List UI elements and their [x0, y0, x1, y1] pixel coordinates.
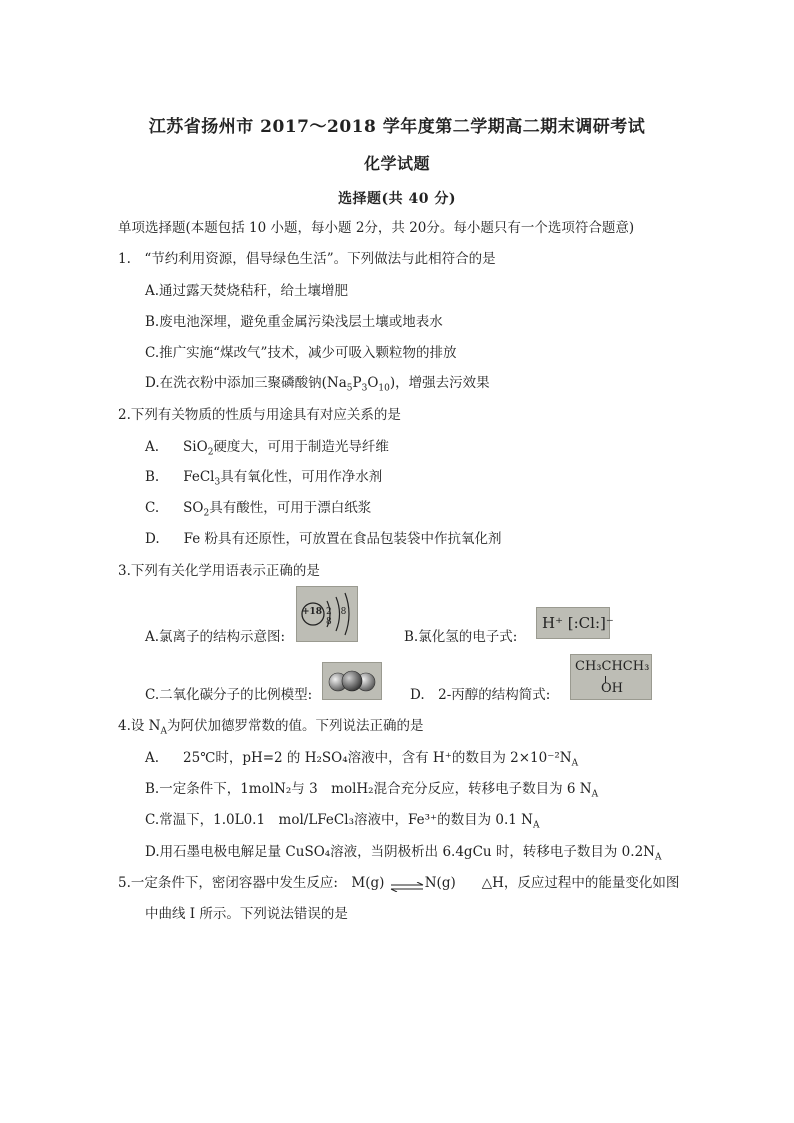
equilibrium-arrow-icon: [389, 879, 425, 889]
q3-option-b: B.氯化氢的电子式:: [404, 629, 518, 645]
q4-stem: 4.设 $N_A$为阿伏加德罗常数的值。下列说法正确的是: [118, 718, 424, 737]
q1-stem: 1. “节约利用资源，倡导绿色生活”。下列做法与此相符合的是: [118, 251, 496, 267]
nucleus-charge: +18: [302, 607, 323, 617]
chloride-ion-diagram: [296, 586, 358, 642]
q4-option-b: B.一定条件下，1molN₂与 3 molH₂混合充分反应，转移电子数目为 6 $N_A$: [145, 781, 599, 800]
co2-model-diagram: [322, 662, 382, 700]
q1-option-b: B.废电池深埋，避免重金属污染浅层土壤或地表水: [145, 314, 443, 330]
propanol-top: CH₃CHCH₃: [575, 659, 650, 674]
q4-option-a: A. 25℃时，pH=2 的 H₂SO₄溶液中，含有 H⁺的数目为 $2\times 10^{-2}N_A$: [145, 750, 579, 769]
q2-option-c: C. $SO_2$具有酸性，可用于漂白纸浆: [145, 500, 372, 519]
q3-stem: 3.下列有关化学用语表示正确的是: [118, 563, 320, 579]
exam-title: 江苏省扬州市 2017～2018 学年度第二学期高二期末调研考试: [148, 117, 646, 137]
propanol-bottom: OH: [601, 681, 623, 696]
electron-shells: 2 8 8: [326, 607, 350, 627]
q3-option-c: C.二氧化碳分子的比例模型:: [145, 687, 313, 703]
hcl-formula-text: H⁺ [:Cl:]⁻: [542, 614, 614, 632]
q1-option-a: A.通过露天焚烧秸秆，给土壤增肥: [145, 283, 349, 299]
2-propanol-structure: [570, 654, 652, 700]
q4-option-c: C.常温下，1.0L0.1 mol/LFeCl₃溶液中，Fe³⁺的数目为 0.1 $N_A$: [145, 812, 540, 831]
q2-stem: 2.下列有关物质的性质与用途具有对应关系的是: [118, 407, 401, 423]
q3-option-d: D. 2-丙醇的结构简式:: [410, 687, 551, 703]
q1-option-d: D.在洗衣粉中添加三聚磷酸钠$(Na_5P_3O_{10})$，增强去污效果: [145, 375, 490, 394]
section-title: 选择题(共 40 分): [338, 191, 456, 207]
q1-option-c: C.推广实施“煤改气”技术，减少可吸入颗粒物的排放: [145, 345, 457, 361]
q3-option-a: A.氯离子的结构示意图:: [145, 629, 286, 645]
instruction-text: 单项选择题(本题包括 10 小题，每小题 2分，共 20分。每小题只有一个选项符合题意): [118, 220, 635, 236]
q5-stem-line2: 中曲线 I 所示。下列说法错误的是: [145, 906, 348, 922]
hcl-electron-formula: [536, 607, 614, 639]
q2-option-b: B. FeCl$_3$具有氧化性，可用作净水剂: [145, 469, 383, 488]
subject-title: 化学试题: [363, 154, 430, 173]
q5-stem: 5.一定条件下，密闭容器中发生反应: M(g) N(g) △H，反应过程中的能量变化如图: [118, 875, 680, 891]
q2-option-a: A. SiO$_2$硬度大，可用于制造光导纤维: [145, 439, 389, 458]
q2-option-d: D. Fe 粉具有还原性，可放置在食品包装袋中作抗氧化剂: [145, 531, 502, 547]
co2-space-filling-icon: [323, 663, 381, 699]
q4-option-d: D.用石墨电极电解足量 CuSO₄溶液，当阴极析出 6.4gCu 时，转移电子数目为 $0.2N_A$: [145, 844, 662, 863]
